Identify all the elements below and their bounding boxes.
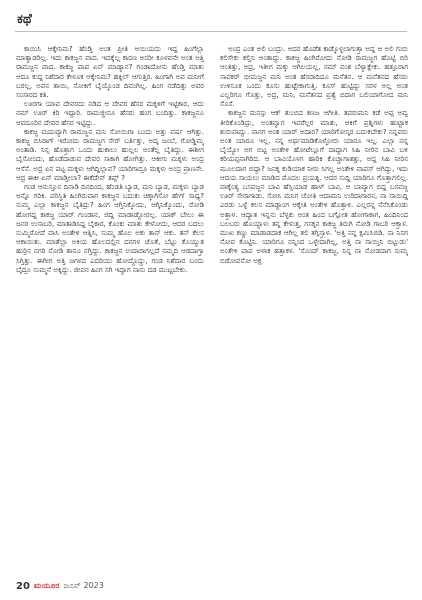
paragraph: ಕಾಕಜ್ಜನ ಮನಸ್ಸು ಆಕ್ ತುಂಬಿದ ಕಣಜ ಆಗೀತಿ. ತವರುಮನಿ ಕಡೆ ಅಪ್ಪ ಅವ್ವ ತೀರಿಕೊಂಡಿದ್ರು, ಅಂತವ್ವಾಗ ಇವರೆಲ್ಲರ ಮಾತು, ಆಕಿಗೆ ಪ್ರಶ್ನಿಗಳು ಹುಟ್ಟಾಕ ಶುರುವಾದ್ವು. ನಾನಗ ಅಂತ ಯಾರ್ ಅದಾರ? ಯಾರಿಗೋಸ್ಕರ ಬದುಕಬೇಕು? ನನ್ನವರು ಅಂತ ಯಾರೂ ಇಲ್ಲ. ನನ್ನ ಅರ್ಥಮಾಡಿಕೊಳ್ಳೋರು ಯಾರೂ ಇಲ್ಲ. ಎಲ್ಲಾ ನನ್ನ ಬೈಯ್ಯೋ ಅಗ ಬಿಟ್ಟ ಅಂತೇಳಿ ಹೋಟೆಲ್ಲೂಗೆ ದಾದ್ದಾಗ ಸಿಹಿ ನೀರಿನ ಬಾವಿ ಬಳಿ ಕರಿಯಪ್ಪನಾಗಿರಿದ. ಆ ಬಾವಿಯೊಳಗ ಹಾರಿಕಿ ಕೊಚ್ಚಾಗಾತತ್ತು, ಅದ್ದ ಸಿಹಿ ನೀರಿನ ಮೂಲದಾಗ ಬಿದ್ದಾ? ಜನಕ್ಕ ಕುಡಿಯಾಕ ನೀರು ಸಿಗಲ್ಲ ಅಂತೇಳಿ ವಾಪಸ್ ಆಗಿದ್ದು, ಇದು ಆದಯ ಸಾಯಲು ಮಾಡಿದ ಮೊದಲ ಪ್ರಯತ್ನ. ಆದರ ಸುದ್ದಿ ಯಾರಿಗೂ ಗೊತ್ತಾಗಲಿಲ್ಲ. ವಾಕ್ಕೆಂತ್ಯ ಬಸವಜ್ಜನ ಬಾವಿ ಹೆಸ್ಸಿಯಾಡ ಹಾಳ್ ಬಾವಿ, ಆ ಬಾವ್ಯಾಗ ಬಿದ್ದ ಬಸವಜ್ಜ ಊರ್ ಸೇರಾಗಾಡು. ಸೋಸಿ ಮನಿಗ ಜೋತಿ ಆದಾಮನಿ ಉರಿದಾಗಾರನ, ನಾ ಸಾಯಿದ್ದಿ ಎರಡು ಒಳ್ಳೆ ಕಲಸ ಮಾಡ್ದಾಂಗ ಆಕ್ಕೇತಿ ಅಂತೇಳಿ ಹೊತ್ತಾಳಿ. ಎಲ್ಲರನ್ನ ನೆನೆಸಿಕೊಂಡು ಅತ್ತಾಳ. ಆದ್ಯಾತ ಇನ್ನನು ಬೆಳ್ಳಕು ಅಂತ ಹಿಂದ ಬಗ್ಗೋತ ಹೋಗಾಕಾಗ, ಹಿಂದಿನಿಂದ ಬಲಬರು ಹೊಯ್ದಾಳು ತನ್ನ ಕೇಳುತ್ತ, ಗಸಕ್ಕನ ಕಾಕಜ್ಜ ತಿರುಗಿ ನೋಡಿ ಗಾಬರಿ ಆಕ್ತಾಳ. ಮುಖ ಕಣ್ಣು ಮಾಡಾಡದಾಕ ಆಗಿಲ್ಲ ತಲಿ ತಗ್ಗಿಸ್ತಾಳ. 'ಅತ್ತಿ ನನ್ನ ಕ್ಷಮಿಸಿಬಿಡಿ. ನಾ ನಿನಗ ನೋವ ಕೊಟ್ಟಿನಿ. ಯಾರಿಗೂ ನನ್ನಿಂದ ಒಳ್ಳೇದಾಗಿಲ್ಲ, ಅತ್ತಿ ನಾ ಸಾಯ್ತಿನಿ ಬಿಟ್ಟುಡು' ಅಂತೇಳಿ ಪಾಪ ಅಳಾಕ ಹತ್ತಾಕಳ. 'ಸೊಂದ್ ಕಾಕಜ್ಜ, ನಿನ್ನ ನಾ ನೋಡದಾಗ ಸುಮ್ಮ ಬಿಡೋವನೋ ಅಕ್ಷ: [220, 109, 408, 265]
page-footer: [16, 580, 104, 592]
paragraph: ಕಾಕಜ್ಜ ಮದುವ್ಯಾಗಿ ರಾಮಜ್ಜನ ಮನಿ ಸೋಯಿಗಾ ಬಂದು ಅತ್ತು ವರ್ಷ ಆಗಿತ್ತು. ಕಾಕಜ್ಜ ಬಿಸಿರಾಗ್ ಇರೋದು ರಾಮಜ್ಜಗ ಸೇರ್ ಬರ್ತಿತ್ತು, ಅದ್ಕ ಜಂಬೆ, ಗೋಡ್ಡಿಮ್ಮ ಅಂತಾಡಿ. ನಿಸ್ಸ ಹೊತ್ತಾಗ ಒಂದು ಹುಕಾಲು ಹುಲ್ಲಲ ಅಂತೆಲ್ಲ ಬೈತಿದ್ದು. ಈಶೀಗ ಬೈಸೋಂದು, ಹೊಡೆದಾಡುವ ದೇವರ ಸಾಕಾಗಿ ಹೋಗಿತ್ತು. ಆಕೀಗು ಮಕ್ಕಳು ಅಂದ್ರ ಆಸೆನೆ. ಅದ್ರ ಏನ ಪಟ್ಟ ಮಕ್ಕಳು ಆಗಿದ್ದಿಲ್ಲಾವ? ಯಾರಿಗಾದ್ರೂ ಮಕ್ಕಳು ಅಂದ್ರ ಪ್ರಾಣನೇ. ಆದ್ರ ಈಕೀ ಏನ್ ಮಾಡ್ತೀಲಾ? ಈಕೆದೇನ್ ತಪ್ಪ್ ?: [16, 127, 204, 182]
left-column: [16, 45, 204, 569]
header-divider: [15, 31, 407, 32]
page-number: 20: [16, 580, 30, 592]
right-column: [220, 45, 408, 569]
paragraph: ಕಾಯಿಸಿ ಆಕ್ಕೇನಿಮ? ಹೆಂಡ್ತಿ ಅಂತ ಪ್ರೀತಿ ಅಯಿಯದು ಇದ್ದ ಹಿಂಗೆಲ್ಲಾ ಮಾತ್ಯಾಡರಿಲ್ಲ. ಇದು ಕಾಕಜ್ಜನ ವಾದ. ಇದಕ್ಕೆಲ್ಲ ಕಾರಣ ಅಸರೀ ಕೂಳವನೇ ಅಂತ ಅತ್ತಿ ರಾಮಜ್ಜನ ವಾದ. ಕಾಕಜ್ಜ ಪಾಪ ಏನ್ ಮಾಡ್ಯಾನ? ಗಂಡಾದೋನು ಹೆಂಡ್ತಿ ಮಾತು ಆದೂ ಕುದ್ದ ನಿಶೆದಾರ ಕೇಳೂಕ ಆಕ್ಕೇನಿಮ? ಹಕ್ಕಿಲ್ ಆಗುತ್ತಿರ. ಹಿಂಗಾಗಿ ಅವ ಮನೀಗೆ ಬರಲ್ಲ, ಅವನ ತಾಯಿ, ಸೋಕಿಗೆ ಬೈಯ್ಕೊಂಡ ದಿವಂಗಿಲ್ಲ. ಹಿಂಗ ನಡೆದಿತ್ತು ಅವರ ಸಂಸಾರದ ಕತಿ.: [16, 45, 204, 100]
paragraph: ಅಂದ್ರ ಎಂತ ಅಲಿ ಬಂದ್ರು. ಅದರ ಹೊಡೆತ ಕಾಡ್ಕೊಳ್ಳಲಾಗುತ್ತಾ ಅದ್ದ ಆ ಅಲಿ ಗುರು ಕಲಿಸೇಕು ಕಲ್ತಿನಿ ಅಂತಾದ್ದು. ಕಾಕಜ್ಜ ಹಿಂಗಿರೋದು ನೋಡಿ ರಾಮಜ್ಜಗ ಹೊಟ್ಟಿ ಬಿರಿ ಆಂತಿತ್ತು, ಅದ್ರ, ಇತೀಗ ಮಕ್ಕು ಆಗಿಲಯಲ್ಲ, ನಮ್ ವಂಶ ಬೆಳ್ಯಾಕ್ಲೇಕು. ಹತ್ತೂರಾಗ ಸಾವಕರ್ ಭೀಮಜ್ಜನ ಮನಿ ಅಂತ ಹೆಸರಾದಿದೂ ಮನೆತನ. ಆ ಮನೆತನದ ಹೆಸರು ಉಳಿಸೂಕ ಒಂದು ಕೂಸು ಹುಟ್ಟೇಕಾಗುತ್ತಿ. ಕೂಸ್ ಹುಟ್ಟಿದ್ದು ಸರಳ ಅಲ್ಲ ಅಂತ ಎಲ್ಲರಿಗೂ ಗೊತ್ತು, ಅದ್ರ, ಮನಿ, ಮನೆತನದ ಪ್ರತ್ಯೆ ಬಿದಾಗ ಬಲಿಯಾಗೋದ ಮನಿ ಸೊಸೆ.: [220, 45, 408, 109]
page-header: [15, 12, 407, 34]
paragraph: ಗಂಡ ಆನುಸ್ತೂನ ದಿನಾಡಿ ದಿನದಿಂದ, ಹೆಂಡತಿ ಬ್ಯಾಡ, ಮನಿ ಬ್ಯಾಡ, ಮಕ್ಕಳು ಬ್ಯಾಡ ಅನ್ನೊ ಗರಿಕಿ. ಪರಿಸ್ಥಿತಿ ಹಿಂಗಿರುವಾಗ ಕಾಕಜ್ಜನ ಬದುಕು ಚಿಕ್ಕಾಗಿಸೋ ಹೇಗ್ ಸಾಧ್ಯ? ಸುಮ್ಮ ಎಲ್ಲಾ ಕಾಕಜ್ಜನ ಬೈತಿದ್ರು? ಹಿಂಗ ಆಗ್ತಿನಿಕ್ಕೋದು, ಆಗ್ಕಿನಿಕ್ಕೊಂದು, ರೋಡಿ ಹೋಗದ್ದ ಕಾಕಜ್ಜ ಯಾರ್ ಗುಂಡಾನ, ಜಿದ್ದಿ ಮಾಡಾಡ್ದೋರಲ್ಲ. ಯಾಕ್ ಬೇಲು ಈ ಜನರ ಉಸಾಬರಿ, ಮಾತಾಡಿಸಿದ್ದ ಬೈಕಾರ, ಕೊಂಕು ಮಾತು ಕೇಳೋದು, ಆದರ ಬದಲು ಸುಮ್ಮಿರೋದೆ ವಾಸಿ ಅಂತೇಳಿ ಆತ್ನಿಸಿ, ಸುಮ್ಮ ಹೊಲ ಅಕು ತಾನ್ ಆಕು. ತನ್ ಕೆಲಸ ಆಕಾಯಿತು. ಮಾತೆಲ್ಲಾ ಅಕಿಯ ಹೊಲದಲ್ಲಿನ ದನಗಳ ಜೊತೆ, ಬೆಟ್ಟು ಕೊಯ್ಯುತ ಹುರ್ರಿನ ನಗರಿ ನೋಡಿ ತಾನೂ ನಗ್ತಿದ್ದು. ಕಾಕಜ್ಜನ ಉದಾರಾಗಲ್ಲದೆ ನಮ್ಮದಿ ಆಡದಾಗ್ತಾ ಸಿಗ್ತಿತ್ತು. ಈಗೀಗ ಅತ್ತಿ ಜಗಳದ ಎದರಿಯು ಹೋದ್ದೊದ್ದು, ಗಂಡ ನಿಶೆದಾರ ಬಂದು ಬೈದ್ರೂ ಸುಮ್ಮನೆ ಅಕ್ಕಿದ್ದು. ಜೀವನ ಹಿಂಗ ಸಗಿ ಇದ್ದಾಗ ನಾನು ದಡ ಮುಟ್ಟಬೇಕು.: [16, 183, 204, 274]
issue-date: ಜೂನ್ 2023: [63, 581, 104, 590]
section-title: ಕಥೆ: [17, 12, 32, 27]
paragraph: ಊರಗಾ ಯಾವ ದೇವರದು ನಡಿದ ಆ ದೇವರ ಹೆಸರ ಮಕ್ಕಳಿಗೆ ಇಟ್ಟಿಕಾರ, ಆದು ನಮ್ ಊರ್ ಕಿರಿ ಇದ್ದಾರಿ. ರಾಮಜ್ಜೀನೂ ಹೆಸರು ಹಂಗ ಬಂದಿತ್ತು. ಕಾಕಜ್ಜನೂ ಆವದೂರಿನ ದೇವರ ಹೆಸರ ಇಟ್ಟಿದ್ದು.: [16, 100, 204, 127]
magazine-name: ಮಯೂರ: [33, 581, 60, 590]
